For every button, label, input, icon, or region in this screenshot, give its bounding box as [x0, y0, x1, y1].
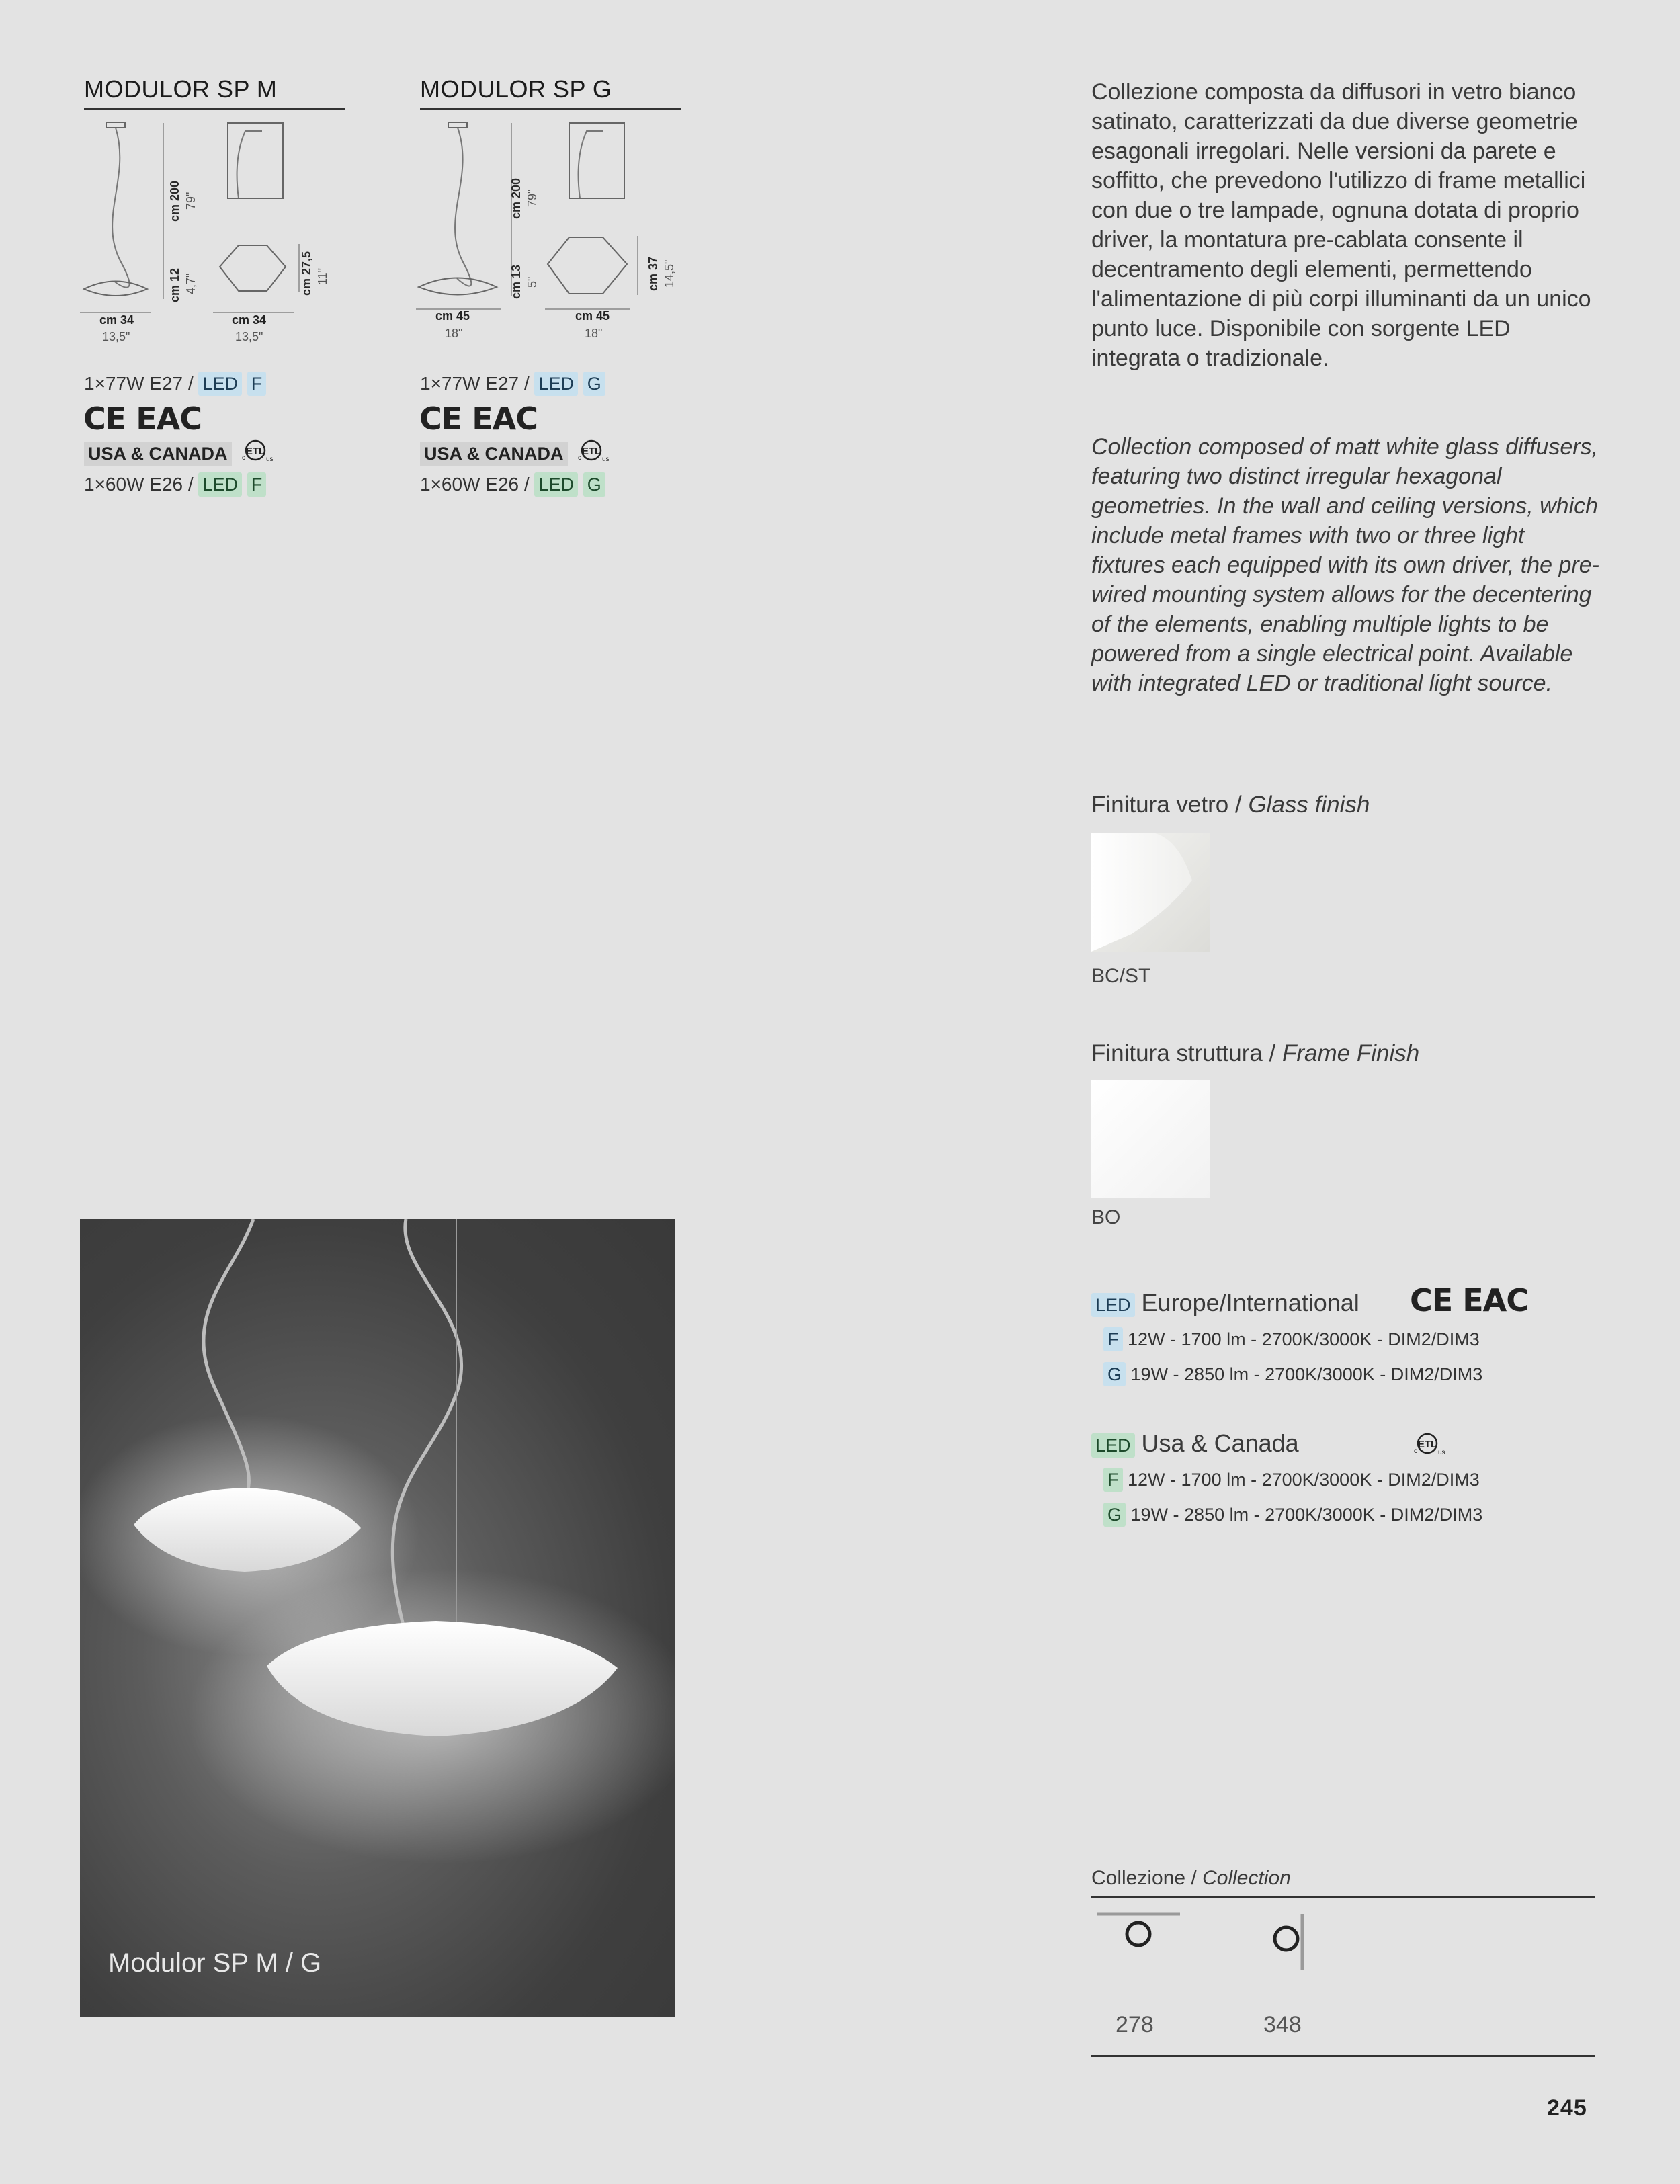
- ce-eac-mark: CE EAC: [1410, 1282, 1528, 1318]
- us-spec-line: [420, 472, 605, 497]
- side-inch: 14,5": [663, 259, 676, 288]
- height-inch: 79": [184, 192, 198, 210]
- height-label: [509, 178, 523, 219]
- shade-height-inch: 5": [526, 276, 539, 288]
- glass-finish-label-it: Finitura vetro /: [1091, 792, 1242, 818]
- usa-canada-line: [420, 442, 568, 466]
- collection-item-348-icon[interactable]: [1257, 1908, 1317, 1976]
- usa-canada-label: USA & CANADA: [84, 442, 232, 466]
- glass-finish-code: BC/ST: [1091, 965, 1151, 987]
- svg-text:us: us: [1438, 1449, 1445, 1456]
- etl-mark-icon: [571, 438, 618, 464]
- us-spec: 1×60W E26 /: [420, 474, 530, 495]
- led-usa-heading: [1091, 1429, 1299, 1458]
- svg-text:c: c: [1414, 1447, 1417, 1455]
- eu-spec: 1×77W E27 /: [84, 373, 194, 394]
- description-italian: Collezione composta da diffusori in vetro bianco satinato, caratterizzati da due diverse geometrie esagonali irregolari. Nelle versioni da parete e soffitto, che prevedono l'utilizzo di frame metallici con due o tre lampade, ognuna dotata di proprio driver, la montatura pre-cablata consente il decentramento degli elementi, permettendo l'alimentazione di più corpi illuminanti da un unico punto luce. Disponibile con sorgente LED integrata o tradizionale.: [1091, 79, 1591, 371]
- svg-text:ETL: ETL: [581, 446, 601, 457]
- frame-finish-label-en: Frame Finish: [1282, 1040, 1420, 1066]
- led-spec-text: 12W - 1700 lm - 2700K/3000K - DIM2/DIM3: [1128, 1470, 1480, 1490]
- etl-mark-icon: [1407, 1431, 1454, 1457]
- svg-text:us: us: [602, 456, 610, 463]
- photo-caption: Modulor SP M / G: [108, 1948, 322, 1978]
- product-title: MODULOR SP G: [420, 75, 612, 103]
- eu-spec: 1×77W E27 /: [420, 373, 530, 394]
- energy-class-badge: F: [1103, 1468, 1123, 1492]
- height-inch: 79": [526, 189, 539, 207]
- usa-canada-label: USA & CANADA: [420, 442, 568, 466]
- width-label: cm 45: [435, 309, 470, 323]
- height-label: [168, 181, 182, 222]
- led-badge: LED: [534, 472, 578, 497]
- product-photo: [80, 1219, 675, 2017]
- collection-heading: [1091, 1867, 1291, 1890]
- page-number: 245: [1547, 2095, 1587, 2121]
- side-value: cm 37: [646, 256, 660, 291]
- collection-item-278-label[interactable]: 278: [1116, 2012, 1154, 2038]
- energy-class-badge: G: [1103, 1362, 1126, 1386]
- led-badge: LED: [534, 372, 578, 396]
- led-europe-heading: [1091, 1289, 1359, 1317]
- energy-class-badge: F: [247, 372, 267, 396]
- shade-height-inch: 4,7": [184, 273, 198, 294]
- dimension-drawing: [413, 118, 682, 360]
- collection-bottom-rule: [1091, 2055, 1595, 2057]
- width-label: cm 34: [232, 313, 267, 327]
- side-value: cm 27,5: [300, 251, 313, 296]
- led-spec-row: [1103, 1362, 1482, 1386]
- shade-height-label: [509, 265, 523, 299]
- energy-class-badge: F: [1103, 1327, 1123, 1351]
- description-english: Collection composed of matt white glass diffusers, featuring two distinct irregular hexagonal geometries. In the wall and ceiling versions, which include metal frames with two or three light fixtures each equipped with its own driver, the pre-wired mounting system allows for the decentering of the elements, enabling multiple lights to be powered from a single electrical point. Available with integrated LED or traditional light source.: [1091, 434, 1599, 696]
- us-spec-line: [84, 472, 266, 497]
- collection-top-rule: [1091, 1896, 1595, 1898]
- collection-label-it: Collezione /: [1091, 1867, 1197, 1889]
- width-label: cm 45: [575, 309, 610, 323]
- width-inch: 13,5": [235, 330, 263, 343]
- width-inch: 18": [445, 327, 463, 340]
- product-title: MODULOR SP M: [84, 75, 278, 103]
- led-spec-row: [1103, 1327, 1480, 1351]
- frame-finish-swatch: [1091, 1080, 1210, 1198]
- ce-eac-mark: CE EAC: [83, 401, 202, 437]
- width-inch: 18": [585, 327, 603, 340]
- glass-finish-label-en: Glass finish: [1248, 792, 1370, 818]
- ce-eac-mark: CE EAC: [419, 401, 538, 437]
- usa-canada-line: [84, 442, 232, 466]
- glass-finish-swatch: [1091, 833, 1210, 952]
- svg-text:ETL: ETL: [245, 446, 265, 457]
- led-spec-text: 19W - 2850 lm - 2700K/3000K - DIM2/DIM3: [1130, 1364, 1483, 1384]
- frame-finish-label-it: Finitura struttura /: [1091, 1040, 1276, 1066]
- collection-label-en: Collection: [1202, 1867, 1291, 1889]
- side-label: [300, 251, 314, 296]
- led-spec-text: 19W - 2850 lm - 2700K/3000K - DIM2/DIM3: [1130, 1505, 1483, 1525]
- led-spec-row: [1103, 1503, 1482, 1527]
- frame-finish-heading: [1091, 1040, 1419, 1067]
- led-badge: LED: [198, 472, 242, 497]
- width-inch: 13,5": [102, 330, 130, 343]
- led-europe-title: Europe/International: [1141, 1289, 1359, 1316]
- svg-text:c: c: [242, 454, 245, 462]
- height-value: cm 200: [509, 177, 523, 219]
- energy-class-badge: G: [1103, 1503, 1126, 1527]
- etl-mark-icon: [235, 438, 282, 464]
- height-value: cm 200: [168, 180, 181, 222]
- shade-height-value: cm 12: [168, 267, 181, 302]
- led-spec-row: [1103, 1468, 1480, 1492]
- led-badge: LED: [198, 372, 242, 396]
- frame-finish-code: BO: [1091, 1206, 1121, 1228]
- side-label: [646, 257, 661, 291]
- energy-class-badge: G: [583, 372, 605, 396]
- led-usa-title: Usa & Canada: [1141, 1429, 1299, 1457]
- led-badge: LED: [1091, 1433, 1135, 1458]
- width-label: cm 34: [99, 313, 134, 327]
- title-rule: [84, 108, 345, 110]
- us-spec: 1×60W E26 /: [84, 474, 194, 495]
- svg-text:c: c: [578, 454, 581, 462]
- led-badge: LED: [1091, 1293, 1135, 1317]
- glass-finish-heading: [1091, 792, 1370, 818]
- svg-text:us: us: [266, 456, 274, 463]
- eu-spec-line: [84, 372, 266, 396]
- pendant-lamps-illustration: [80, 1219, 675, 2017]
- shade-height-value: cm 13: [509, 264, 523, 299]
- energy-class-badge: G: [583, 472, 605, 497]
- collection-item-278-icon[interactable]: [1091, 1908, 1185, 1949]
- energy-class-badge: F: [247, 472, 267, 497]
- collection-item-348-label[interactable]: 348: [1263, 2012, 1302, 2038]
- title-rule: [420, 108, 681, 110]
- led-spec-text: 12W - 1700 lm - 2700K/3000K - DIM2/DIM3: [1128, 1329, 1480, 1349]
- svg-text:ETL: ETL: [1417, 1439, 1437, 1450]
- side-inch: 11": [316, 267, 329, 285]
- shade-height-label: [168, 268, 182, 302]
- eu-spec-line: [420, 372, 605, 396]
